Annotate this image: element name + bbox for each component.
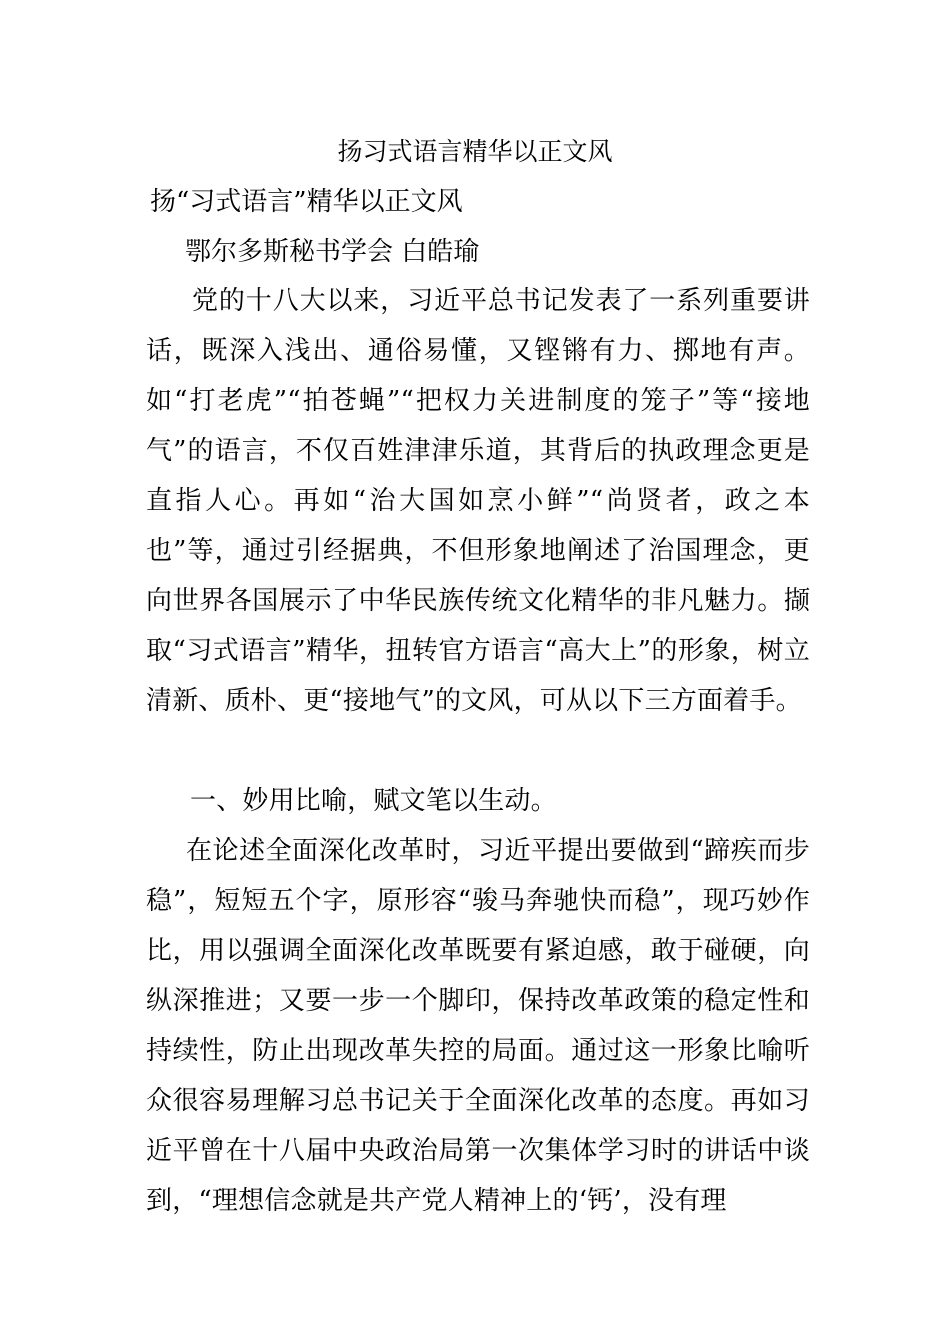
document-title: 扬习式语言精华以正文风 [337, 137, 613, 166]
section-heading: 一、妙用比喻，赋文笔以生动。 [190, 786, 557, 816]
paragraph-section-one: 在论述全面深化改革时，习近平提出要做到“蹄疾而步稳”，短短五个字，原形容“骏马奔驰快而稳”，现巧妙作比，用以强调全面深化改革既要有紧迫感，敢于碰硬，向纵深推进；又要一步一个脚印，保持改革政策的稳定性和持续性，防止出现改革失控的局面。通过这一形象比喻听众很容易理解习总书记关于全面深化改革的态度。再如习近平曾在十八届中央政治局第一次集体学习时的讲话中谈到，“理想信念就是共产党人精神上的‘钙’，没有理 [146, 836, 810, 1216]
document-subtitle: 扬“习式语言”精华以正文风 [150, 187, 463, 217]
paragraph-intro: 党的十八大以来，习近平总书记发表了一系列重要讲话，既深入浅出、通俗易懂，又铿锵有力、掷地有声。如“打老虎”“拍苍蝇”“把权力关进制度的笼子”等“接地气”的语言，不仅百姓津津乐道，其背后的执政理念更是直指人心。再如“治大国如烹小鲜”“尚贤者，政之本也”等，通过引经据典，不但形象地阐述了治国理念，更向世界各国展示了中华民族传统文化精华的非凡魅力。撷取“习式语言”精华，扭转官方语言“高大上”的形象，树立清新、质朴、更“接地气”的文风，可从以下三方面着手。 [146, 286, 810, 716]
author-line: 鄂尔多斯秘书学会 白皓瑜 [185, 237, 480, 267]
